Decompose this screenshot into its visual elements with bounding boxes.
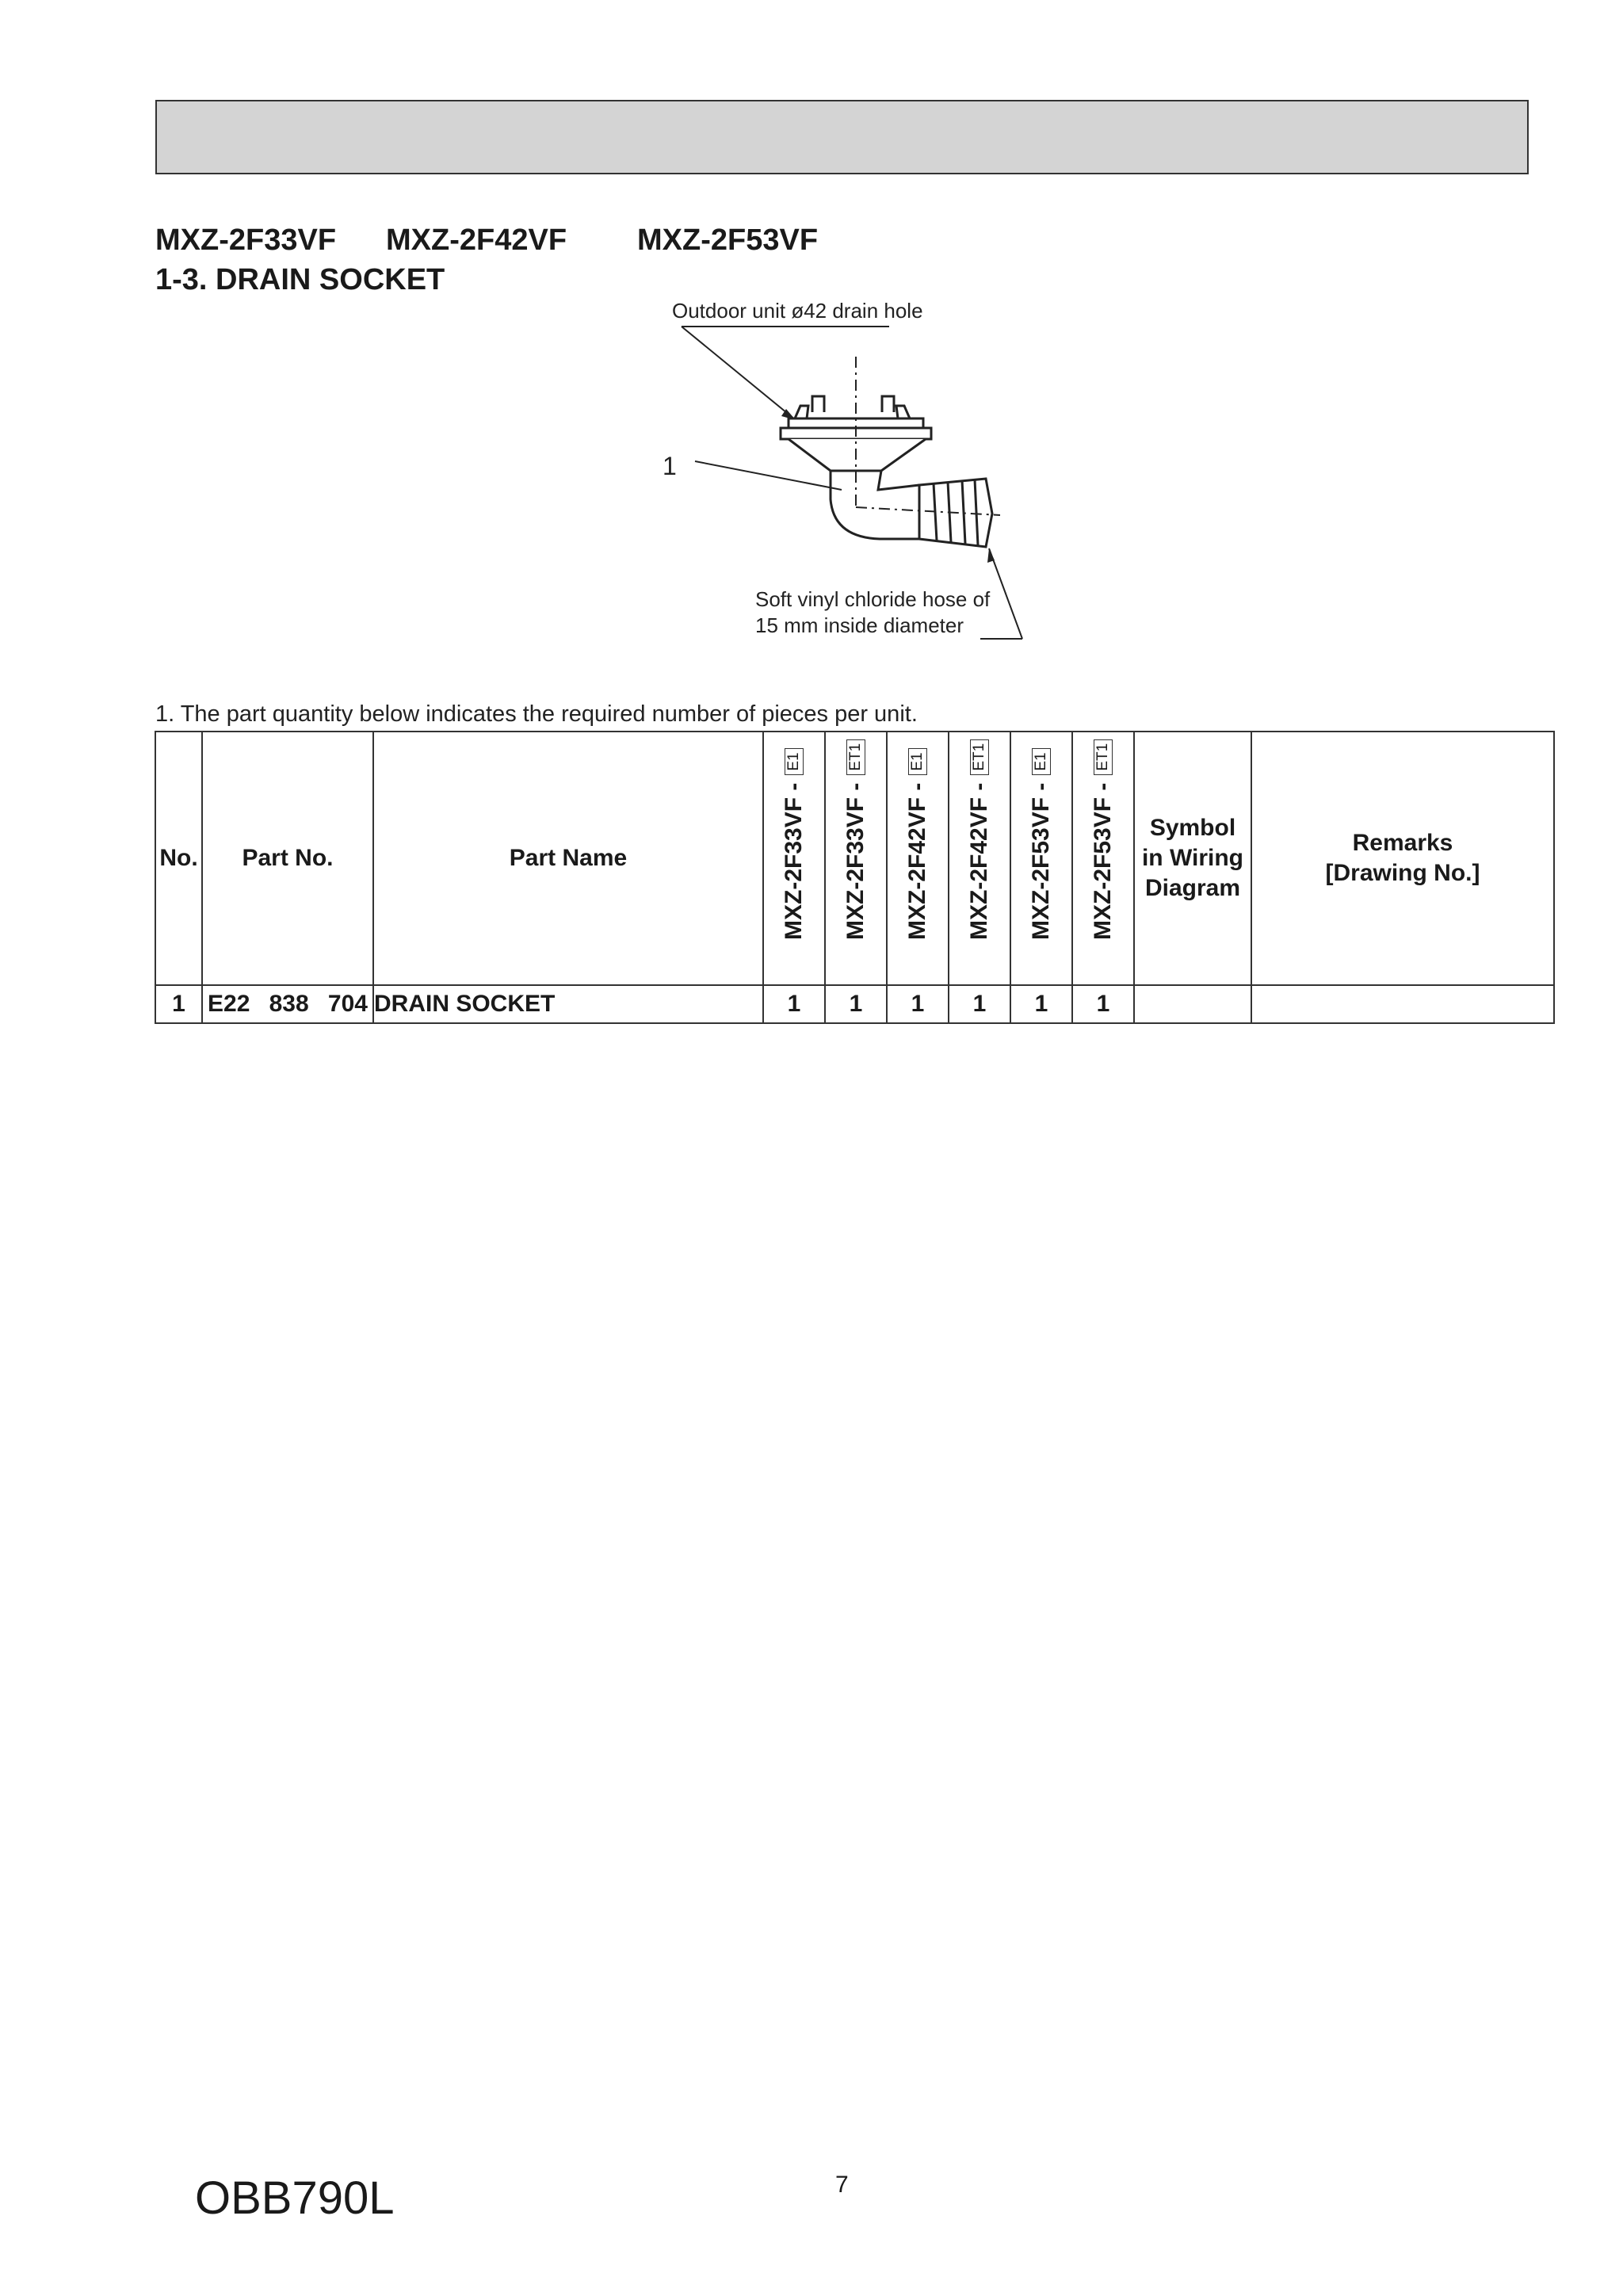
model-name: MXZ-2F42VF -: [966, 782, 992, 940]
model-name: MXZ-2F53VF -: [1028, 782, 1054, 940]
row-qty-4: 1: [949, 985, 1010, 1023]
page-number: 7: [835, 2172, 849, 2198]
label-outdoor-drain-hole: Outdoor unit ø42 drain hole: [672, 299, 923, 323]
row-qty-2: 1: [825, 985, 887, 1023]
model-suffix: E1: [785, 748, 804, 774]
row-qty-5: 1: [1010, 985, 1072, 1023]
header-symbol-line1: Symbol: [1149, 815, 1236, 841]
header-model-col-4: [949, 732, 1010, 985]
model-name: MXZ-2F33VF -: [842, 782, 869, 940]
header-model-col-2: [825, 732, 887, 985]
quantity-note: 1. The part quantity below indicates the required number of pieces per unit.: [155, 701, 918, 727]
model-suffix: ET1: [1094, 739, 1113, 775]
row-qty-6: 1: [1072, 985, 1134, 1023]
header-no: No.: [155, 732, 202, 985]
parts-table: [155, 731, 1555, 1024]
row-symbol: [1134, 985, 1251, 1023]
part-no-seg-1: E22: [208, 991, 250, 1017]
header-symbol: [1134, 732, 1251, 985]
row-remarks: [1251, 985, 1554, 1023]
model-suffix: ET1: [846, 739, 865, 775]
model-title-2: MXZ-2F42VF: [386, 223, 567, 257]
section-title: 1-3. DRAIN SOCKET: [155, 263, 445, 296]
row-no: 1: [155, 985, 202, 1023]
model-name: MXZ-2F33VF -: [781, 782, 807, 940]
header-remarks: [1251, 732, 1554, 985]
model-title-1: MXZ-2F33VF: [155, 223, 337, 257]
header-model-col-6: [1072, 732, 1134, 985]
part-no-seg-2: 838: [269, 991, 309, 1017]
header-model-col-1: [763, 732, 825, 985]
table-row: [155, 985, 1554, 1023]
header-model-col-3: [887, 732, 949, 985]
header-part-name: Part Name: [373, 732, 763, 985]
header-model-col-5: [1010, 732, 1072, 985]
header-remarks-line2: [Drawing No.]: [1325, 860, 1480, 886]
part-no-seg-3: 704: [327, 991, 368, 1017]
header-symbol-line2: in Wiring: [1141, 845, 1244, 871]
document-code: OBB790L: [195, 2172, 395, 2224]
model-suffix: ET1: [970, 739, 989, 775]
model-suffix: E1: [908, 748, 927, 774]
row-qty-3: 1: [887, 985, 949, 1023]
callout-number: 1: [663, 452, 677, 480]
header-remarks-line1: Remarks: [1352, 830, 1453, 856]
model-suffix: E1: [1032, 748, 1051, 774]
label-hose-line2: 15 mm inside diameter: [755, 613, 964, 637]
header-symbol-line3: Diagram: [1144, 875, 1241, 901]
header-part-no: Part No.: [202, 732, 373, 985]
model-title-3: MXZ-2F53VF: [637, 223, 819, 257]
table-header-row: [155, 732, 1554, 985]
row-part-no: [202, 985, 373, 1023]
row-qty-1: 1: [763, 985, 825, 1023]
model-name: MXZ-2F53VF -: [1090, 782, 1116, 940]
label-hose-line1: Soft vinyl chloride hose of: [755, 587, 991, 611]
model-name: MXZ-2F42VF -: [904, 782, 930, 940]
row-part-name: DRAIN SOCKET: [373, 985, 763, 1023]
